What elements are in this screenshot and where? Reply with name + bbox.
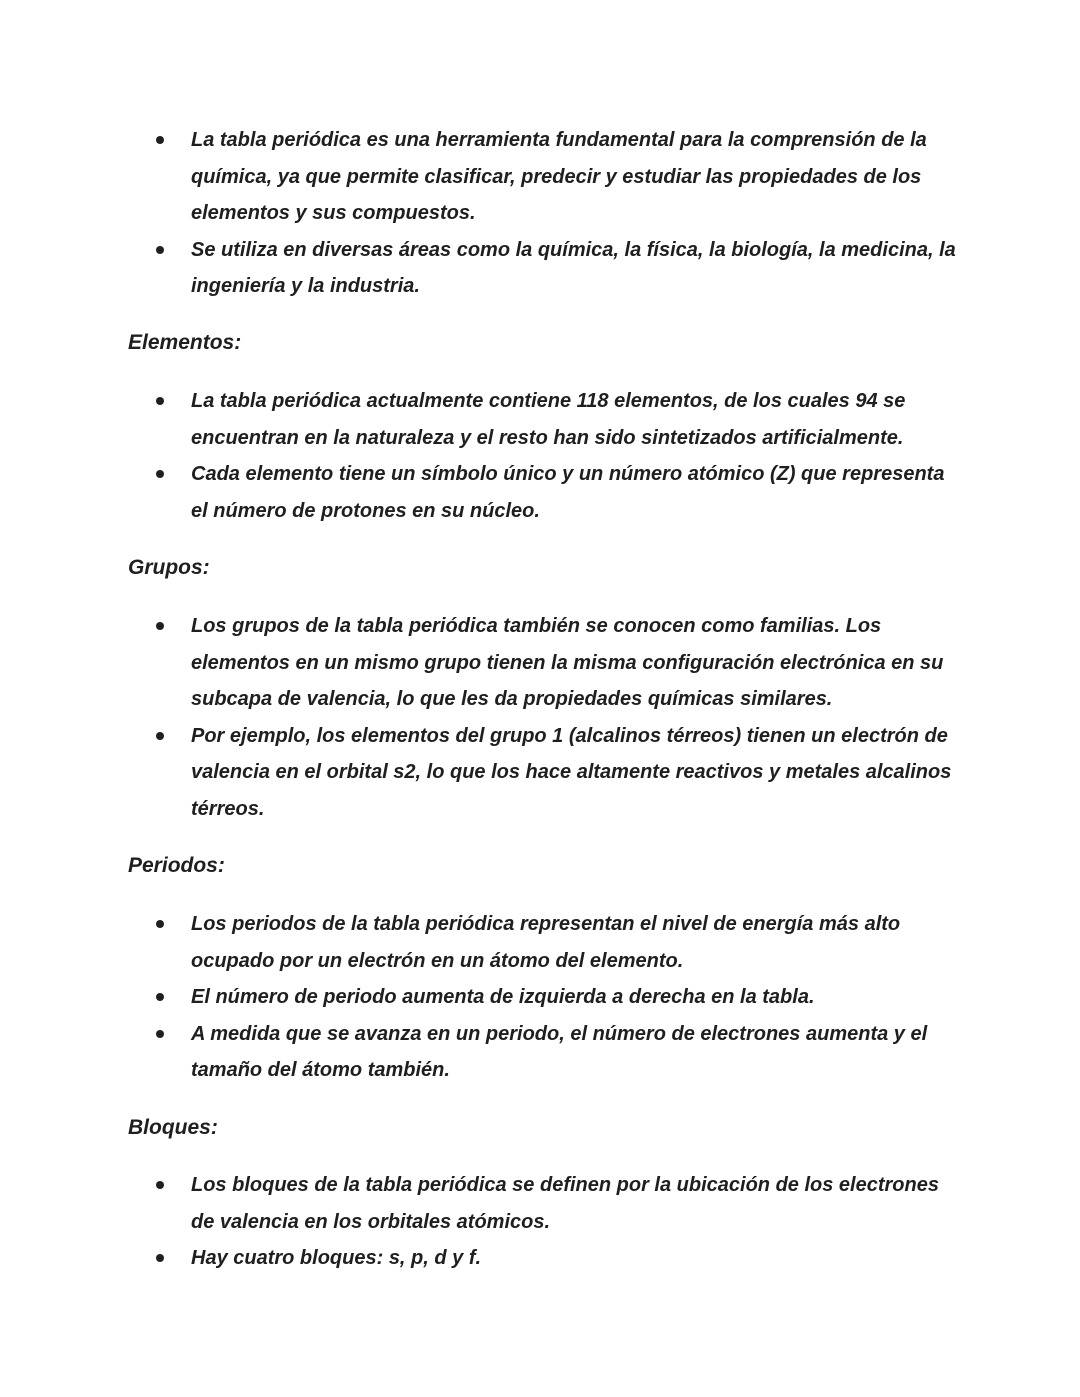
section-heading-periodos: Periodos: [128, 854, 225, 877]
elementos-list [0, 383, 1080, 529]
list-item [0, 122, 961, 232]
list-item-text: A medida que se avanza en un periodo, el número de electrones aumenta y el tamaño del átomo también. [191, 1022, 928, 1082]
list-item [0, 1016, 961, 1089]
intro-list [0, 122, 1080, 305]
bullet-icon [156, 993, 164, 1001]
list-item-text: Los grupos de la tabla periódica también se conocen como familias. Los elementos en un mismo grupo tienen la misma configuración electrónica en su subcapa de valencia, lo que les da propiedades químicas similares. [191, 615, 944, 711]
list-item-text: La tabla periódica actualmente contiene 118 elementos, de los cuales 94 se encuentran en la naturaleza y el resto han sido sintetizados artificialmente. [191, 390, 906, 449]
bullet-icon [156, 1030, 164, 1038]
bullet-icon [156, 136, 164, 144]
bullet-icon [156, 470, 164, 478]
list-item-text: El número de periodo aumenta de izquierda a derecha en la tabla. [191, 986, 815, 1009]
section-heading-elementos: Elementos: [128, 331, 242, 354]
list-item-text: Se utiliza en diversas áreas como la química, la física, la biología, la medicina, la ingeniería y la industria. [191, 238, 956, 298]
bullet-icon [156, 1181, 164, 1189]
list-item-text: Hay cuatro bloques: s, p, d y f. [191, 1247, 482, 1270]
list-item [0, 232, 961, 305]
bullet-icon [156, 397, 164, 405]
list-item [0, 1167, 961, 1240]
list-item-text: Los periodos de la tabla periódica representan el nivel de energía más alto ocupado por un electrón en un átomo del elemento. [191, 913, 901, 972]
list-item-text: Los bloques de la tabla periódica se definen por la ubicación de los electrones de valencia en los orbitales atómicos. [191, 1174, 939, 1233]
bullet-icon [156, 732, 164, 740]
list-item-text: La tabla periódica es una herramienta fundamental para la comprensión de la química, ya que permite clasificar, predecir y estudiar las propiedades de los elementos y sus compuestos. [191, 129, 927, 225]
list-item [0, 718, 961, 828]
periodos-list [0, 906, 1080, 1089]
bullet-icon [156, 1254, 164, 1262]
list-item-text: Por ejemplo, los elementos del grupo 1 (alcalinos térreos) tienen un electrón de valencia en el orbital s2, lo que los hace altamente reactivos y metales alcalinos térreos. [191, 724, 952, 820]
section-heading-grupos: Grupos: [128, 556, 210, 579]
bullet-icon [156, 622, 164, 630]
section-heading-bloques: Bloques: [128, 1116, 218, 1139]
list-item-text: Cada elemento tiene un símbolo único y un número atómico (Z) que representa el número de protones en su núcleo. [191, 463, 945, 522]
list-item [0, 979, 961, 1016]
grupos-list [0, 608, 1080, 828]
list-item [0, 1240, 961, 1277]
bullet-icon [156, 246, 164, 254]
bloques-list [0, 1167, 1080, 1277]
list-item [0, 383, 961, 456]
list-item [0, 608, 961, 718]
list-item [0, 456, 961, 529]
list-item [0, 906, 961, 979]
bullet-icon [156, 920, 164, 928]
